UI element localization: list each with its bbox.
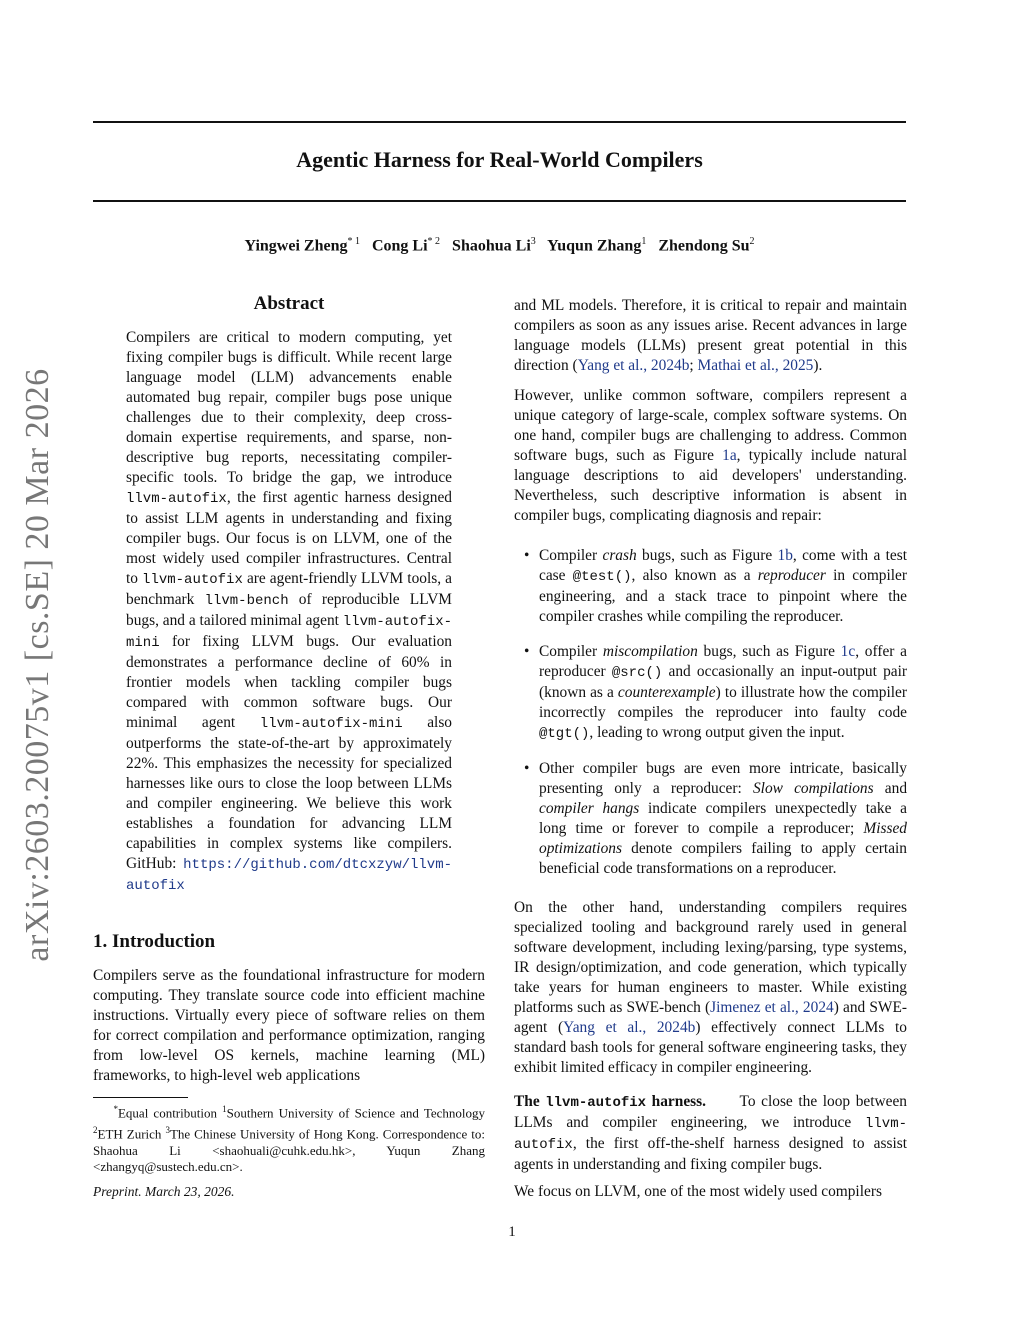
paragraph-text: ; [689,357,698,374]
github-link[interactable]: https://github.com/dtcxzyw/llvm-autofix [126,857,452,894]
footnote-mark: 3 [165,1124,170,1135]
paragraph-text: However, unlike common software, compilers represent a unique category of large-scale, complex software systems. On one hand, compiler bugs are challenging to address. Common software bugs, such as Figure [514,387,907,464]
author-affiliation: * 2 [427,236,441,247]
author-name: Zhendong Su [658,237,750,255]
figure-link[interactable]: 1b [777,547,793,564]
footnote-text: The Chinese University of Hong Kong. Correspondence to: Shaohua Li <shaohuali@cuhk.edu.hk>, Yuqun Zhang <zhangyq@sustech.edu.cn>. [93,1126,485,1175]
paragraph-text: To close the loop between LLMs and compiler engineering, we introduce [514,1093,907,1131]
footnote-rule [93,1097,188,1098]
emphasis: counterexample [617,684,716,701]
abstract-text: , the first agentic harness designed to assist LLM agents in understanding and fixing compiler bugs. Our focus is on LLVM, one of the most widely used compiler infrastructures. Central to [126,489,452,587]
list-item [514,642,907,744]
right-paragraph-4 [514,1092,907,1175]
author-name: Yingwei Zheng [244,237,348,255]
list-text: denote compilers failing to apply certain beneficial code transformations on a reproducer. [539,840,907,877]
right-paragraph-3 [514,898,907,1078]
paragraph-run-in-heading [514,1093,706,1110]
section-heading-introduction: 1. Introduction [93,931,216,952]
footnote-mark: 1 [222,1104,227,1114]
emphasis: compiler hangs [539,800,640,817]
list-text: and occasionally an input-output pair (known as a [539,663,907,701]
list-text: in compiler engineering, and a stack trace to pinpoint where the compiler crashes while compiling the reproducer. [539,567,907,625]
paragraph-text: and ML models. Therefore, it is critical to repair and maintain compilers as soon as any issues arise. Recent advances in large language models (LLMs) present great potential in this direction ( [514,297,907,374]
author-affiliation: 3 [530,236,536,247]
author-name: Shaohua Li [452,237,531,255]
emphasis: miscompilation [602,643,698,660]
abstract-heading: Abstract [253,293,325,314]
author-name: Cong Li [371,237,428,255]
abstract-text: of reproducible LLVM bugs, and a tailored minimal agent [126,591,452,629]
intro-paragraph: Compilers serve as the foundational infrastructure for modern computing. They translate source code into efficient machine instructions. Virtually every piece of software relies on them for correct compilation and performance optimization, ranging from low-level OS kernels, machine learning (ML) frameworks, to high-level web applications [93,967,485,1084]
code-llvm-bench: llvm-bench [204,593,289,609]
list-text: Other compiler bugs are even more intricate, basically presenting only a reproducer: [539,760,907,797]
run-in-text: The [514,1093,546,1110]
footnote-text: Equal contribution [117,1105,223,1121]
page-number: 1 [508,1224,516,1240]
citation-link[interactable]: Yang et al., 2024b [577,357,690,374]
arxiv-stamp [8,368,68,962]
emphasis: reproducer [757,567,826,584]
bug-type-list [514,546,907,894]
inline-code: @test() [572,569,632,585]
title-top-rule [93,121,906,123]
paragraph-text: On the other hand, understanding compilers requires specialized tooling and background rarely used in general software development, including lexing/parsing, type systems, IR design/optimization, and code generation, which typically take years for human engineers to master. While existing platforms such as SWE-bench ( [514,899,907,1016]
emphasis: Slow compilations [752,780,874,797]
list-text: , come with a test case [539,547,907,584]
code-llvm-autofix-mini: llvm-autofix-mini [126,614,452,651]
abstract-text: for fixing LLVM bugs. Our evaluation demonstrates a performance decline of 60% in frontier models when tackling compiler bugs compared with common software bugs. Our minimal agent [126,633,452,731]
paragraph-text: ) and SWE-agent ( [514,999,907,1036]
list-text: and [873,780,908,797]
footnote-mark: * [113,1104,118,1114]
author-affiliation: 1 [641,236,647,247]
abstract-body [126,328,452,896]
author-list [93,236,906,255]
list-text: Compiler [539,547,603,564]
citation-link[interactable]: Mathai et al., 2025 [697,357,814,374]
right-paragraph-1 [514,296,907,376]
arxiv-id: arXiv:2603.20075v1 [cs.SE] 20 Mar 2026 [19,368,56,962]
footnote-text: ETH Zurich [97,1126,166,1142]
author-name: Yuqun Zhang [547,237,642,255]
author-affiliation: 2 [749,236,755,247]
paper-title: Agentic Harness for Real-World Compilers [296,147,703,172]
list-text: , also known as a [631,567,758,584]
emphasis: crash [602,547,637,564]
footnote [93,1101,485,1176]
code-llvm-autofix: llvm-autofix [126,491,227,507]
paragraph-text: , typically include natural language descriptions to aid developers' understanding. Nevertheless, such descriptive information is absent in compiler bugs, complicating diagnosis and repair: [514,447,907,524]
right-paragraph-5: We focus on LLVM, one of the most widely used compilers [514,1183,882,1200]
inline-code: @tgt() [539,726,590,742]
list-text: , leading to wrong output given the input. [589,724,845,741]
code-llvm-autofix: llvm-autofix [142,572,243,588]
emphasis: Missed optimizations [539,820,907,857]
code-llvm-autofix-mini: llvm-autofix-mini [259,716,403,732]
footnote-text: Southern University of Science and Technology [226,1105,486,1121]
paragraph-text: ) effectively connect LLMs to standard bash tools for general software engineering tasks, they exhibit limited efficacy in compiler engineering. [514,1019,907,1076]
list-text: ) to illustrate how the compiler incorrectly compiles the reproducer into faulty code [539,684,907,721]
list-item [514,546,907,627]
list-item [514,759,907,879]
figure-link[interactable]: 1c [840,643,856,660]
footnote-mark: 2 [93,1124,98,1135]
list-text: indicate compilers unexpectedly take a long time or forever to compile a reproducer; [539,800,908,837]
inline-code: @src() [611,665,663,681]
run-in-text: harness. [646,1093,706,1110]
citation-link[interactable]: Yang et al., 2024b [563,1019,696,1036]
inline-code: llvm-autofix [545,1095,647,1111]
abstract-text: Compilers are critical to modern computing, yet fixing compiler bugs is difficult. While recent large language model (LLM) advancements enable automated bug repair, compiler bugs pose unique challenges due to their complexity, deep cross-domain expertise requirements, and sparse, non-descriptive bug reports, necessitating compiler-specific tools. To bridge the gap, we introduce [126,329,452,486]
abstract-text: are agent-friendly LLVM tools, a benchmark [126,570,452,608]
list-text: Compiler [539,643,603,660]
inline-code: llvm-autofix [514,1116,907,1153]
preprint-note: Preprint. March 23, 2026. [93,1184,235,1199]
paragraph-text: ). [813,357,823,374]
paragraph-text: , the first off-the-shelf harness designed to assist agents in understanding and fixing compiler bugs. [514,1135,907,1173]
abstract-text: also outperforms the state-of-the-art by approximately 22%. This emphasizes the necessity for specialized harnesses like ours to close the loop between LLMs and compiler engineering. We believe this work establishes a foundation for advancing LLM capabilities in complex systems like compilers. GitHub: [126,714,452,872]
list-text: bugs, such as Figure [636,547,778,564]
right-paragraph-2 [514,386,907,526]
list-text: bugs, such as Figure [697,643,841,660]
citation-link[interactable]: Jimenez et al., 2024 [710,999,834,1016]
title-bottom-rule [93,200,906,202]
list-text: , offer a reproducer [539,643,907,680]
figure-link[interactable]: 1a [722,447,737,464]
author-affiliation: * 1 [347,236,360,247]
